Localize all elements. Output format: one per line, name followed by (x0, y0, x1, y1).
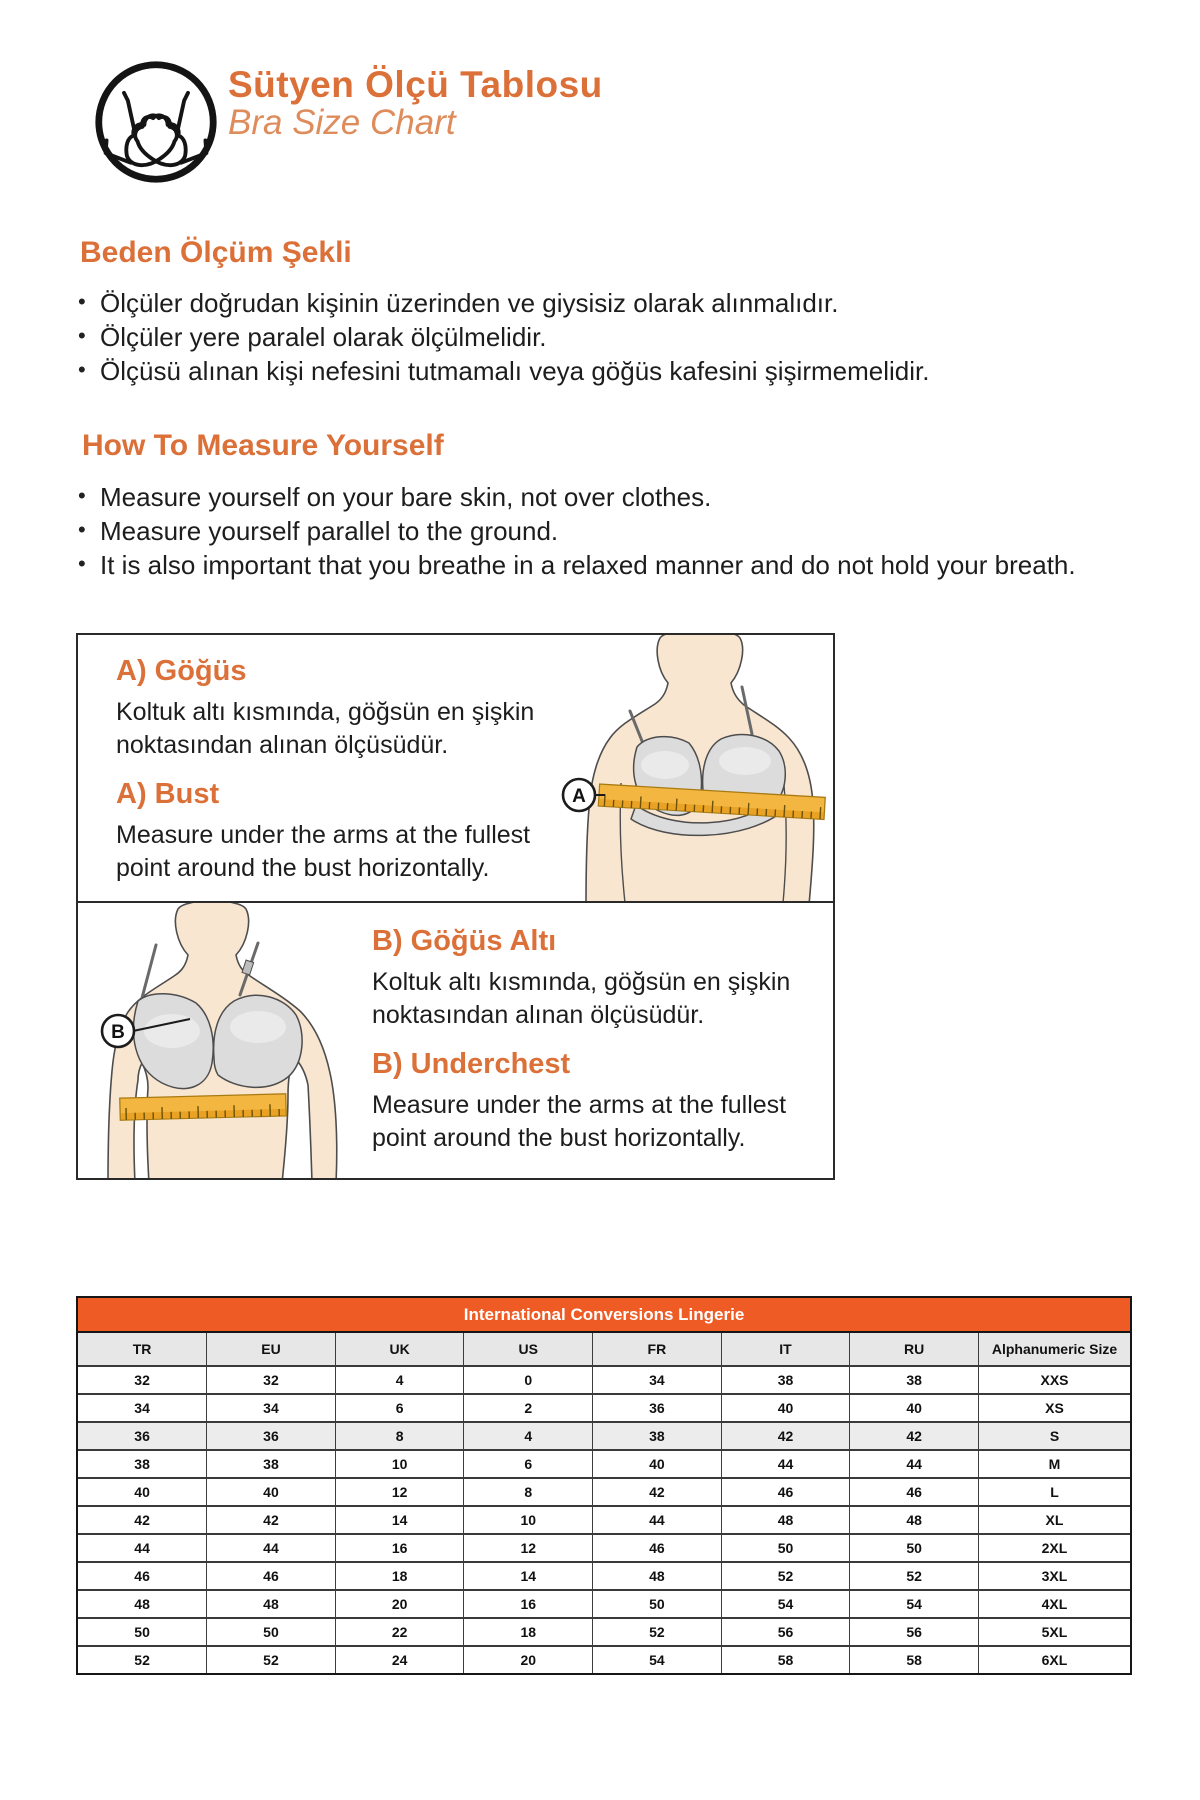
cup-highlight (144, 1014, 200, 1048)
table-cell: 5XL (978, 1618, 1130, 1646)
underchest-measure-text (372, 925, 802, 1171)
table-cell: 36 (207, 1422, 336, 1450)
table-cell: 44 (721, 1450, 850, 1478)
list-item: • Ölçüsü alınan kişi nefesini tutmamalı veya göğüs kafesini şişirmemelidir. (78, 354, 929, 388)
table-row (78, 1394, 1130, 1422)
table-cell: 50 (721, 1534, 850, 1562)
table-cell: 46 (850, 1478, 979, 1506)
size-conversion-grid (78, 1333, 1130, 1673)
table-cell: 18 (464, 1618, 593, 1646)
table-cell: 46 (593, 1534, 722, 1562)
column-header-fr: FR (593, 1333, 722, 1366)
table-cell: 40 (850, 1394, 979, 1422)
table-cell: 40 (207, 1478, 336, 1506)
table-cell: 6XL (978, 1646, 1130, 1673)
bust-desc-turkish: Koltuk altı kısmında, göğsün en şişkin noktasından alınan ölçüsüdür. (116, 698, 535, 759)
table-cell: L (978, 1478, 1130, 1506)
conversion-table (76, 1296, 1132, 1675)
bust-heading-turkish: A) Göğüs (116, 655, 247, 687)
bust-measure-illustration (541, 635, 833, 901)
table-cell: 56 (721, 1618, 850, 1646)
table-cell: 52 (593, 1618, 722, 1646)
table-row (78, 1590, 1130, 1618)
table-cell: 56 (850, 1618, 979, 1646)
table-row (78, 1506, 1130, 1534)
table-cell: 38 (593, 1422, 722, 1450)
table-cell: 10 (464, 1506, 593, 1534)
table-cell: 52 (207, 1646, 336, 1673)
underchest-desc-turkish: Koltuk altı kısmında, göğsün en şişkin noktasından alınan ölçüsüdür. (372, 968, 791, 1029)
table-cell: 34 (593, 1366, 722, 1394)
list-item: • Measure yourself on your bare skin, not over clothes. (78, 480, 1076, 514)
table-cell: 4 (464, 1422, 593, 1450)
table-cell: 22 (335, 1618, 464, 1646)
underchest-heading-english: B) Underchest (372, 1048, 571, 1080)
table-cell: 58 (850, 1646, 979, 1673)
underchest-desc-english: Measure under the arms at the fullest point around the bust horizontally. (372, 1091, 787, 1152)
table-cell: 54 (850, 1590, 979, 1618)
table-cell: 44 (850, 1450, 979, 1478)
table-cell: 20 (335, 1590, 464, 1618)
title-block (228, 64, 603, 142)
table-cell: 50 (593, 1590, 722, 1618)
column-header-uk: UK (335, 1333, 464, 1366)
table-cell: 48 (78, 1590, 207, 1618)
bust-desc-english: Measure under the arms at the fullest point around the bust horizontally. (116, 821, 531, 882)
table-cell: 52 (850, 1562, 979, 1590)
table-body (78, 1366, 1130, 1673)
table-row (78, 1562, 1130, 1590)
table-cell: 38 (207, 1450, 336, 1478)
section-heading-turkish: Beden Ölçüm Şekli (80, 236, 352, 269)
table-cell: 24 (335, 1646, 464, 1673)
list-item: • It is also important that you breathe in a relaxed manner and do not hold your breath. (78, 548, 1076, 582)
table-cell: 50 (850, 1534, 979, 1562)
table-cell: 46 (207, 1562, 336, 1590)
list-item: • Measure yourself parallel to the ground. (78, 514, 1076, 548)
table-cell: 6 (335, 1394, 464, 1422)
table-cell: 54 (721, 1590, 850, 1618)
table-cell: 16 (464, 1590, 593, 1618)
table-cell: 42 (721, 1422, 850, 1450)
table-cell: 42 (593, 1478, 722, 1506)
bust-heading-english: A) Bust (116, 778, 220, 810)
column-header-it: IT (721, 1333, 850, 1366)
strap-adjuster (242, 960, 254, 975)
table-cell: 12 (335, 1478, 464, 1506)
table-cell: 0 (464, 1366, 593, 1394)
column-header-us: US (464, 1333, 593, 1366)
list-item: • Ölçüler doğrudan kişinin üzerinden ve giysisiz olarak alınmalıdır. (78, 286, 929, 320)
section-heading-english: How To Measure Yourself (82, 429, 444, 462)
page-title-english: Bra Size Chart (228, 103, 456, 143)
table-cell: 2XL (978, 1534, 1130, 1562)
table-row (78, 1478, 1130, 1506)
bra-logo-icon (92, 56, 220, 188)
table-cell: 40 (78, 1478, 207, 1506)
logo-bra-glyph (106, 93, 207, 165)
table-cell: 34 (78, 1394, 207, 1422)
table-cell: 32 (207, 1366, 336, 1394)
column-header-tr: TR (78, 1333, 207, 1366)
table-cell: 40 (721, 1394, 850, 1422)
table-row (78, 1366, 1130, 1394)
table-cell: 50 (78, 1618, 207, 1646)
table-cell: 44 (207, 1534, 336, 1562)
table-cell: 36 (593, 1394, 722, 1422)
list-item: • Ölçüler yere paralel olarak ölçülmelidir. (78, 320, 929, 354)
table-cell: 52 (721, 1562, 850, 1590)
table-cell: XXS (978, 1366, 1130, 1394)
table-cell: 10 (335, 1450, 464, 1478)
table-cell: 42 (78, 1506, 207, 1534)
header-row (78, 1333, 1130, 1366)
table-row (78, 1618, 1130, 1646)
english-instruction-list (78, 480, 1076, 582)
page-title-turkish: Sütyen Ölçü Tablosu (228, 64, 603, 105)
table-cell: 14 (335, 1506, 464, 1534)
table-cell: 44 (593, 1506, 722, 1534)
table-cell: 14 (464, 1562, 593, 1590)
column-header-eu: EU (207, 1333, 336, 1366)
table-cell: 44 (78, 1534, 207, 1562)
table-cell: 12 (464, 1534, 593, 1562)
table-cell: 48 (593, 1562, 722, 1590)
table-cell: M (978, 1450, 1130, 1478)
table-cell: 18 (335, 1562, 464, 1590)
underchest-heading-turkish: B) Göğüs Altı (372, 925, 557, 957)
table-row (78, 1450, 1130, 1478)
bust-measure-box (76, 633, 835, 903)
cup-highlight (641, 751, 689, 779)
table-cell: 46 (78, 1562, 207, 1590)
table-cell: XS (978, 1394, 1130, 1422)
cup-highlight (230, 1011, 286, 1043)
table-cell: 58 (721, 1646, 850, 1673)
table-cell: 4 (335, 1366, 464, 1394)
table-cell: 32 (78, 1366, 207, 1394)
conversion-table-title: International Conversions Lingerie (78, 1298, 1130, 1333)
column-header-alphanumeric-size: Alphanumeric Size (978, 1333, 1130, 1366)
table-cell: 36 (78, 1422, 207, 1450)
table-cell: 8 (335, 1422, 464, 1450)
table-cell: 16 (335, 1534, 464, 1562)
table-cell: 40 (593, 1450, 722, 1478)
table-cell: 46 (721, 1478, 850, 1506)
table-cell: 48 (721, 1506, 850, 1534)
table-cell: S (978, 1422, 1130, 1450)
measuring-tape (120, 1094, 287, 1120)
table-cell: 38 (721, 1366, 850, 1394)
table-cell: 4XL (978, 1590, 1130, 1618)
table-cell: XL (978, 1506, 1130, 1534)
label-b-letter: B (111, 1022, 125, 1043)
table-row (78, 1422, 1130, 1450)
cup-highlight (719, 747, 771, 775)
table-cell: 50 (207, 1618, 336, 1646)
turkish-instruction-list (78, 286, 929, 388)
table-row (78, 1646, 1130, 1673)
table-cell: 38 (78, 1450, 207, 1478)
table-cell: 38 (850, 1366, 979, 1394)
underchest-measure-illustration (78, 903, 408, 1178)
underchest-measure-box (76, 903, 835, 1180)
table-header-row (78, 1333, 1130, 1366)
table-cell: 48 (207, 1590, 336, 1618)
table-row (78, 1534, 1130, 1562)
table-cell: 42 (207, 1506, 336, 1534)
table-cell: 54 (593, 1646, 722, 1673)
table-cell: 20 (464, 1646, 593, 1673)
table-cell: 42 (850, 1422, 979, 1450)
table-cell: 52 (78, 1646, 207, 1673)
table-cell: 34 (207, 1394, 336, 1422)
table-cell: 3XL (978, 1562, 1130, 1590)
label-a-letter: A (572, 786, 586, 807)
table-cell: 48 (850, 1506, 979, 1534)
table-cell: 2 (464, 1394, 593, 1422)
table-cell: 6 (464, 1450, 593, 1478)
column-header-ru: RU (850, 1333, 979, 1366)
table-cell: 8 (464, 1478, 593, 1506)
bust-measure-text (116, 655, 546, 901)
